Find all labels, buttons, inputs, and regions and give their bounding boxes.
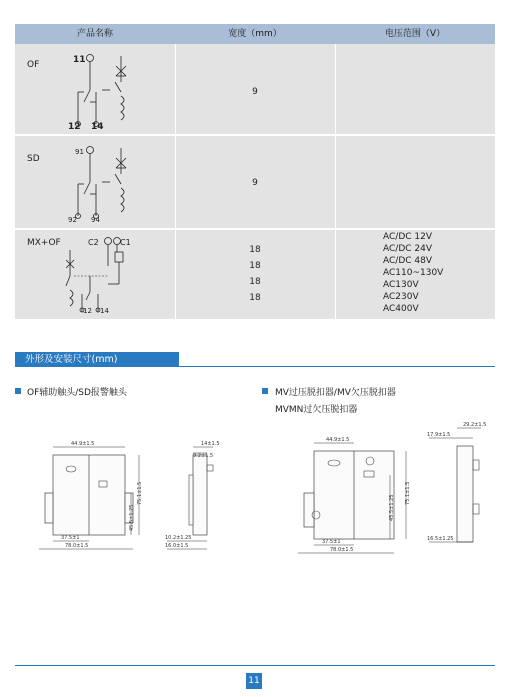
mxof-pin-14: 14 bbox=[100, 307, 109, 315]
voltage-3: AC/DC 48V bbox=[383, 256, 432, 266]
width-sd: 9 bbox=[252, 178, 258, 188]
caption-left: OF辅助触头/SD报警触头 bbox=[27, 388, 127, 398]
sd-pin-92: 92 bbox=[68, 216, 77, 224]
header-product-name: 产品名称 bbox=[76, 29, 113, 39]
dim-label: 16.5±1.25 bbox=[427, 536, 454, 542]
dim-label: 45.5±1.25 bbox=[389, 494, 395, 521]
mxof-pin-c2: C2 bbox=[88, 238, 99, 247]
dim-label: 78.0±1.5 bbox=[65, 543, 89, 549]
voltage-5: AC130V bbox=[383, 280, 419, 290]
dim-label: 14±1.5 bbox=[201, 441, 220, 447]
dim-label: 37.5±1 bbox=[61, 535, 80, 541]
dim-label: 9.2±1.5 bbox=[193, 453, 214, 459]
caption-right-line2: MVMN过欠压脱扣器 bbox=[275, 405, 358, 415]
dim-label: 44.9±1.5 bbox=[326, 437, 350, 443]
dim-label: 16.0±1.5 bbox=[165, 543, 189, 549]
mxof-pin-c1: C1 bbox=[120, 238, 131, 247]
voltage-6: AC230V bbox=[383, 292, 419, 302]
sd-pin-94: 94 bbox=[91, 216, 100, 224]
section-underline bbox=[15, 366, 495, 367]
mv-side-view-drawing bbox=[425, 420, 500, 555]
header-voltage: 电压范围（V） bbox=[384, 29, 446, 39]
of-sd-front-view-drawing bbox=[35, 441, 150, 555]
width-mxof-4: 18 bbox=[249, 293, 261, 303]
section-title: 外形及安装尺寸(mm) bbox=[25, 354, 118, 365]
col-divider bbox=[175, 44, 176, 319]
of-pin-14: 14 bbox=[91, 122, 104, 132]
dim-label: 37.5±1 bbox=[322, 539, 341, 545]
dim-label: 17.9±1.5 bbox=[427, 432, 451, 438]
header-width: 宽度（mm） bbox=[228, 29, 282, 39]
of-schematic-diagram bbox=[60, 52, 140, 132]
mxof-schematic-diagram bbox=[60, 236, 140, 318]
caption-right-line1: MV过压脱扣器/MV欠压脱扣器 bbox=[275, 388, 396, 398]
dim-label: 75.1±1.5 bbox=[405, 481, 411, 505]
sd-schematic-diagram bbox=[60, 144, 140, 224]
voltage-1: AC/DC 12V bbox=[383, 232, 432, 242]
voltage-2: AC/DC 24V bbox=[383, 244, 432, 254]
dim-label: 44.9±1.5 bbox=[71, 441, 95, 447]
width-of: 9 bbox=[252, 87, 258, 97]
col-divider bbox=[335, 44, 336, 319]
dim-label: 29.2±1.5 bbox=[463, 422, 487, 428]
dim-label: 10.2±1.25 bbox=[165, 535, 192, 541]
dim-label: 75.1±1.5 bbox=[137, 481, 143, 505]
sd-pin-91: 91 bbox=[75, 148, 84, 156]
row-name-of: OF bbox=[27, 60, 40, 70]
table-header bbox=[15, 24, 495, 44]
voltage-4: AC110~130V bbox=[383, 268, 444, 278]
row-name-mxof: MX+OF bbox=[27, 238, 61, 248]
dim-label: 45.5±1.25 bbox=[129, 504, 135, 531]
mxof-pin-12: 12 bbox=[83, 307, 92, 315]
row-name-sd: SD bbox=[27, 154, 40, 164]
of-pin-11: 11 bbox=[73, 55, 86, 65]
of-pin-12: 12 bbox=[68, 122, 81, 132]
section-title-bar bbox=[15, 352, 179, 367]
voltage-7: AC400V bbox=[383, 304, 419, 314]
of-sd-side-view-drawing bbox=[163, 441, 228, 555]
bullet-square-icon bbox=[15, 388, 21, 394]
spec-table bbox=[15, 24, 495, 319]
dim-label: 78.0±1.5 bbox=[330, 547, 354, 553]
bullet-square-icon bbox=[262, 388, 268, 394]
width-mxof-3: 18 bbox=[249, 277, 261, 287]
page-number: 11 bbox=[246, 673, 262, 689]
mv-front-view-drawing bbox=[290, 435, 420, 555]
footer-line bbox=[15, 665, 495, 666]
width-mxof-1: 18 bbox=[249, 245, 261, 255]
width-mxof-2: 18 bbox=[249, 261, 261, 271]
